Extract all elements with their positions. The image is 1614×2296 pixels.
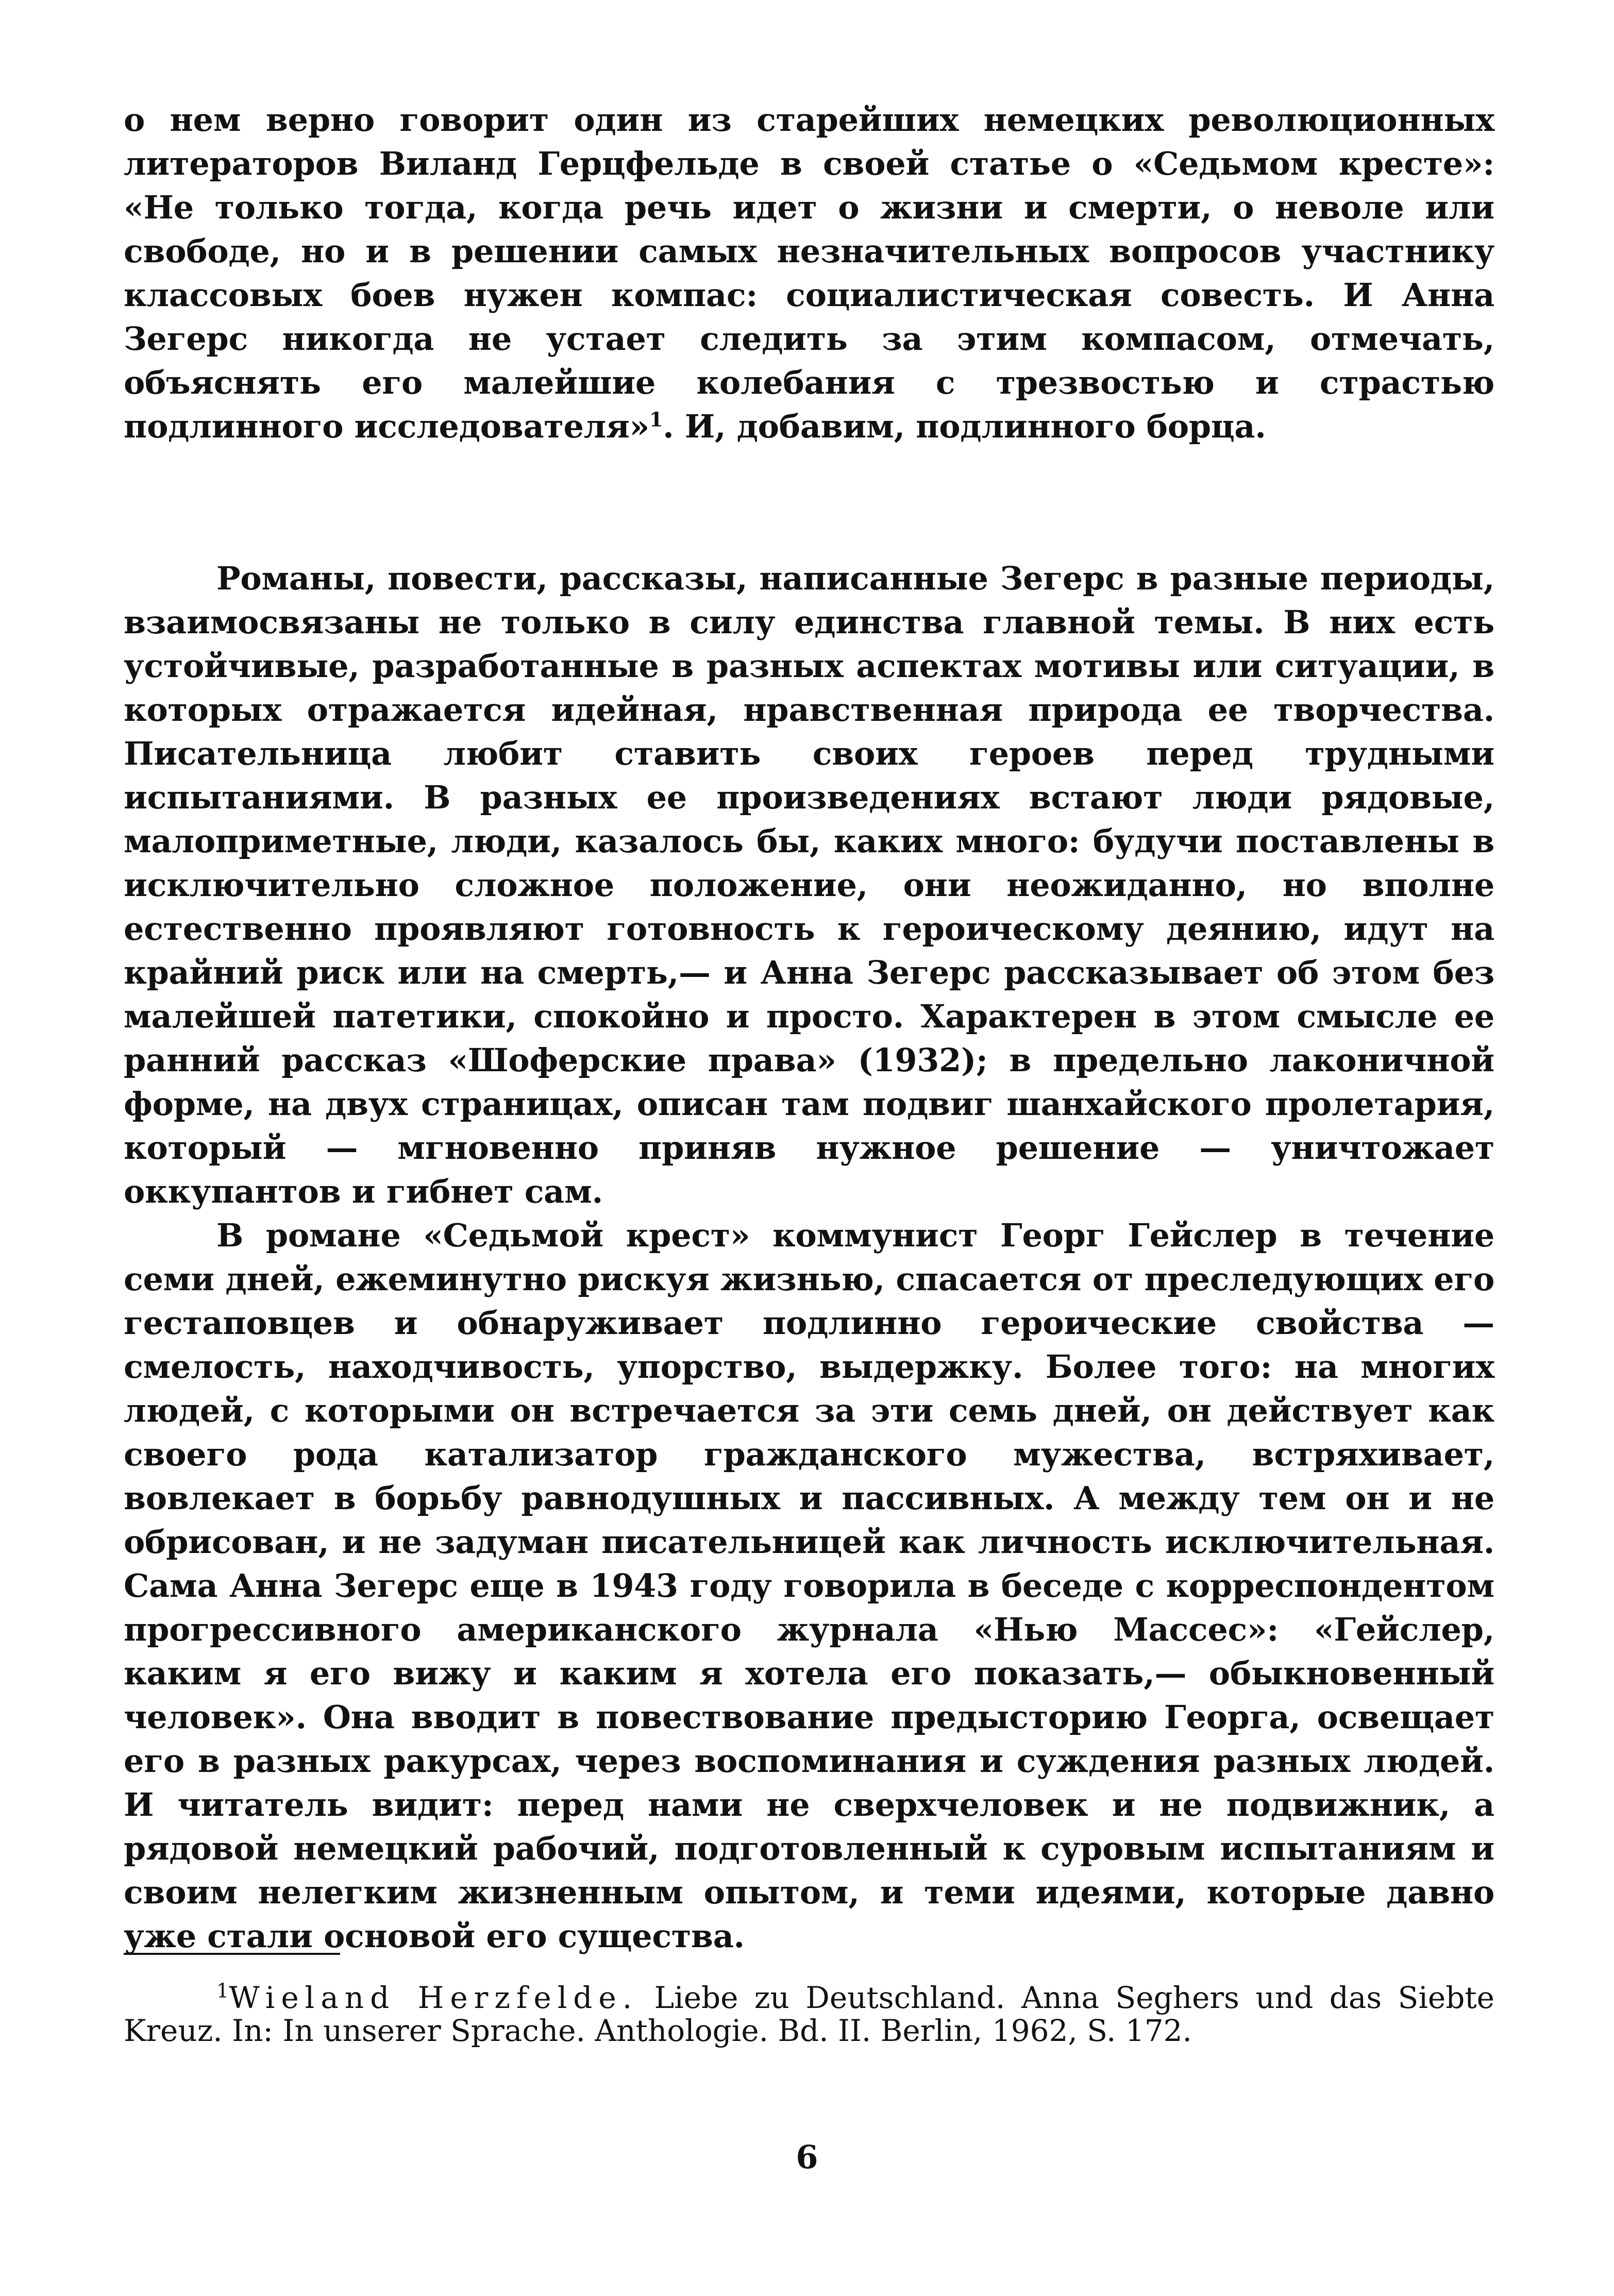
paragraph-3: В романе «Седьмой крест» коммунист Георг Гейслер в течение семи дней, ежеминутно рискуя жизнью, спасается от преследующих его гестаповцев и обнаруживает подлинно героические свойства — смелость, находчивость, упорство, выдержку. Более того: на многих людей, с которыми он встречается за эти семь дней, он действует как своего рода катализатор гражданского мужества, встряхивает, вовлекает в борьбу равнодушных и пассивных. А между тем он и не обрисован, и не задуман писательницей как личность исключительная. Сама Анна Зегерс еще в 1943 году говорила в беседе с корреспондентом прогрессивного американского журнала «Нью Массес»: «Гейслер, каким я его вижу и каким я хотела его показать,— обыкновенный человек». Она вводит в повествование предысторию Георга, освещает его в разных ракурсах, через воспоминания и суждения разных людей. И читатель видит: перед нами не сверхчеловек и не подвижник, а рядовой немецкий рабочий, подготовленный к суровым испытаниям и своим нелегким жизненным опытом, и теми идеями, которые давно уже стали основой его существа. (124, 1217, 1494, 1955)
page-body (124, 98, 1494, 1958)
paragraph-2: Романы, повести, рассказы, написанные Зегерс в разные периоды, взаимосвязаны не только в силу единства главной темы. В них есть устойчивые, разработанные в разных аспектах мотивы или ситуации, в которых отражается идейная, нравственная природа ее творчества. Писательница любит ставить своих героев перед трудными испытаниями. В разных ее произведениях встают люди рядовые, малоприметные, люди, казалось бы, каких много: будучи поставлены в исключительно сложное положение, они неожиданно, но вполне естественно проявляют готовность к героическому деянию, идут на крайний риск или на смерть,— и Анна Зегерс рассказывает об этом без малейшей патетики, спокойно и просто. Характерен в этом смысле ее ранний рассказ «Шоферские права» (1932); в предельно лаконичной форме, на двух страницах, описан там подвиг шанхайского пролетария, который — мгновенно приняв нужное решение — уничтожает оккупантов и гибнет сам. (124, 560, 1494, 1210)
page-number: 6 (796, 2138, 818, 2176)
paragraph-1-ending: . И, добавим, подлинного борца. (663, 408, 1266, 445)
footnote-author: Wieland Herzfelde. (229, 1980, 638, 2015)
footnote (124, 1981, 1494, 2047)
footnote-marker: 1 (216, 1979, 229, 2002)
paragraph-1 (124, 98, 1494, 448)
paragraph-1-text: о нем верно говорит один из старейших немецких революционных литераторов Виланд Герцфельде в своей статье о «Седьмом кресте»: «Не только тогда, когда речь идет о жизни и смерти, о неволе или свободе, но и в решении самых незначительных вопросов участнику классовых боев нужен компас: социалистическая совесть. И Анна Зегерс никогда не устает следить за этим компасом, отмечать, объяснять его малейшие колебания с трезвостью и страстью подлинного исследователя» (124, 101, 1494, 445)
section-gap (124, 448, 1494, 556)
footnote-text: Liebe zu Deutschland. Anna Seghers und das Siebte Kreuz. In: In unserer Sprache. Anthologie. Bd. II. Berlin, 1962, S. 172. (124, 1980, 1494, 2048)
footnote-divider (124, 1953, 340, 1955)
footnote-reference: 1 (649, 408, 663, 431)
